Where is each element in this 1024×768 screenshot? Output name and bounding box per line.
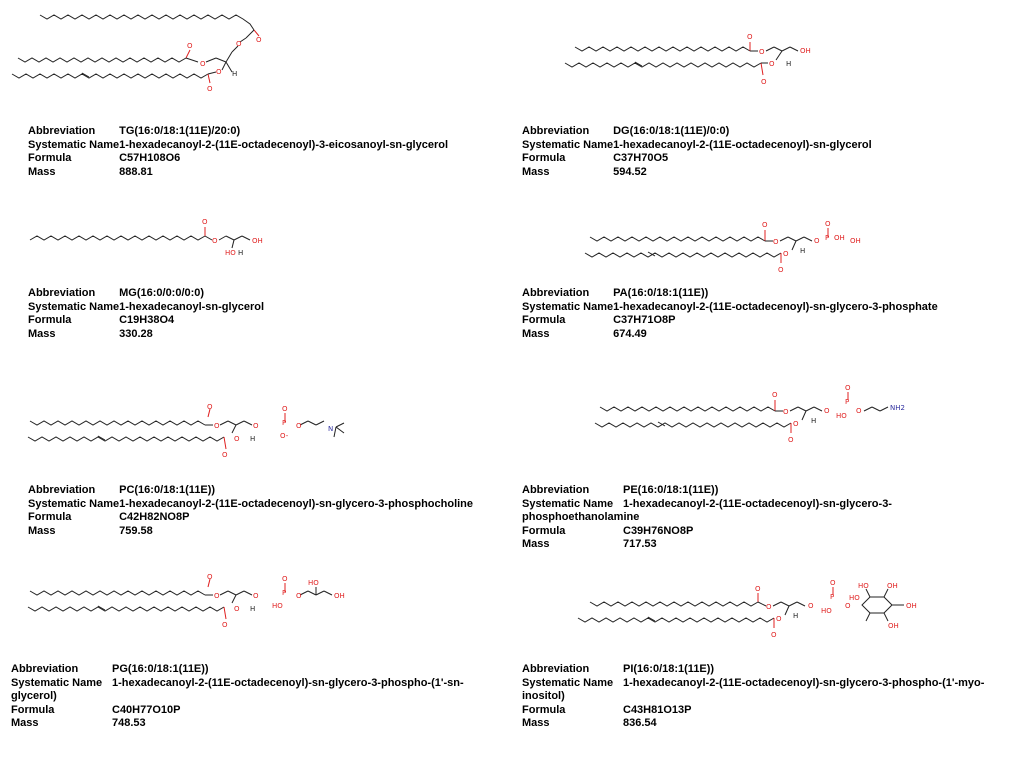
tg-structure [0,0,300,120]
pe-atom-o: O [783,408,789,416]
pg-atom-o: O [234,605,240,613]
pe-atom-p: P [845,398,850,406]
dg-structure [540,20,840,100]
pc-structure [0,395,380,465]
pa-systematic-name: 1-hexadecanoyl-2-(11E-octadecenoyl)-sn-glycero-3-phosphate [613,300,938,313]
pi-info-table [522,663,1012,731]
tg-atom-o: O [216,68,222,76]
pi-atom-ho: HO [849,594,860,602]
mg-atom-ho: HO [225,249,236,257]
label-mass: Mass [28,524,56,537]
pi-atom-o: O [845,602,851,610]
dg-systematic-name: 1-hexadecanoyl-2-(11E-octadecenoyl)-sn-glycerol [613,138,872,151]
pg-formula: C40H77O10P [112,703,181,716]
pc-atom-o: O [214,422,220,430]
pg-structure [0,565,380,635]
label-abbreviation: Abbreviation [28,484,96,496]
pg-atom-ho: HO [308,579,319,587]
tg-atom-o: O [200,60,206,68]
pc-atom-o: O [234,435,240,443]
pe-atom-o: O [788,436,794,444]
label-systematic-name: Systematic Name [28,497,120,510]
pa-atom-p: P [825,234,830,242]
pg-atom-o: O [253,592,259,600]
pg-info-table [11,663,501,731]
pe-atom-o: O [772,391,778,399]
pc-atom-o: O [222,451,228,459]
dg-info-table [522,125,872,179]
label-formula: Formula [522,152,566,164]
label-abbreviation: Abbreviation [522,484,590,496]
pi-atom-o: O [755,585,761,593]
mg-mass: 330.28 [119,327,153,340]
label-abbreviation: Abbreviation [522,287,590,299]
pa-mass: 674.49 [613,327,647,340]
pa-atom-o: O [825,220,831,228]
label-abbreviation: Abbreviation [28,287,96,299]
label-mass: Mass [522,327,550,340]
mg-info-table [28,287,264,341]
mg-atom-oh: OH [252,237,263,245]
pg-mass: 748.53 [112,717,146,729]
tg-mass: 888.81 [119,165,153,178]
pi-atom-o: O [808,602,814,610]
tg-systematic-name: 1-hexadecanoyl-2-(11E-octadecenoyl)-3-eicosanoyl-sn-glycerol [119,138,448,151]
pc-formula: C42H82NO8P [119,511,190,523]
label-mass: Mass [28,165,56,178]
pc-atom-o: O [282,405,288,413]
label-systematic-name: Systematic Name [522,138,614,151]
tg-atom-o: O [236,40,242,48]
dg-atom-o: O [759,48,765,56]
dg-atom-o: O [747,33,753,41]
pa-atom-oh: OH [834,234,845,242]
pi-mass: 836.54 [623,717,657,729]
tg-atom-o: O [207,85,213,93]
pa-atom-oh: OH [850,237,861,245]
label-mass: Mass [522,165,550,178]
mg-atom-o: O [202,218,208,226]
tg-formula: C57H108O6 [119,152,181,164]
pi-atom-ho: HO [858,582,869,590]
pi-atom-o: O [766,603,772,611]
pe-atom-ho: HO [836,412,847,420]
pg-atom-o: O [207,573,213,581]
pi-atom-ho: HO [821,607,832,615]
pa-info-table [522,287,938,341]
pg-atom-o: O [214,592,220,600]
mg-abbreviation: MG(16:0/0:0/0:0) [119,287,205,299]
label-abbreviation: Abbreviation [11,663,79,675]
pc-atom-o-minus: O- [280,432,289,440]
pe-mass: 717.53 [623,538,657,550]
pa-atom-o: O [773,238,779,246]
label-systematic-name: Systematic Name [522,676,614,689]
dg-formula: C37H70O5 [613,152,669,164]
pg-systematic-name: 1-hexadecanoyl-2-(11E-octadecenoyl)-sn-glycero-3-phospho-(1'-sn-glycerol) [11,676,464,702]
dg-abbreviation: DG(16:0/18:1(11E)/0:0) [613,125,730,137]
label-formula: Formula [522,524,566,537]
pa-atom-o: O [778,266,784,274]
pc-atom-o: O [253,422,259,430]
label-formula: Formula [28,152,72,164]
pc-mass: 759.58 [119,524,153,537]
pg-atom-o: O [282,575,288,583]
label-formula: Formula [522,703,566,716]
label-systematic-name: Systematic Name [28,300,120,313]
pg-atom-h: H [250,605,256,613]
mg-systematic-name: 1-hexadecanoyl-sn-glycerol [119,300,264,313]
pg-atom-o: O [296,592,302,600]
pe-info-table [522,484,922,552]
label-mass: Mass [522,717,550,729]
pe-formula: C39H76NO8P [623,524,694,537]
mg-atom-o: O [212,237,218,245]
pi-abbreviation: PI(16:0/18:1(11E)) [623,663,715,675]
label-abbreviation: Abbreviation [28,125,96,137]
pe-atom-o: O [824,407,830,415]
pi-atom-h: H [793,612,799,620]
label-systematic-name: Systematic Name [522,497,614,510]
pg-atom-oh: OH [334,592,345,600]
pi-atom-oh: OH [887,582,898,590]
pc-atom-o: O [296,422,302,430]
pe-atom-o: O [856,407,862,415]
label-mass: Mass [522,538,550,550]
tg-atom-o: O [187,42,193,50]
label-formula: Formula [28,511,72,523]
pe-systematic-name: 1-hexadecanoyl-2-(11E-octadecenoyl)-sn-glycero-3-phosphoethanolamine [522,497,892,523]
pi-atom-o: O [776,615,782,623]
tg-atom-h: H [232,70,238,78]
dg-mass: 594.52 [613,165,647,178]
pc-abbreviation: PC(16:0/18:1(11E)) [119,484,216,496]
dg-atom-o: O [761,78,767,86]
pi-formula: C43H81O13P [623,703,692,716]
pc-atom-p: P [282,419,287,427]
label-abbreviation: Abbreviation [522,125,590,137]
pe-atom-o: O [845,384,851,392]
label-systematic-name: Systematic Name [11,676,103,689]
tg-abbreviation: TG(16:0/18:1(11E)/20:0) [119,125,241,137]
pg-abbreviation: PG(16:0/18:1(11E)) [112,663,209,675]
pg-atom-o: O [222,621,228,629]
label-formula: Formula [522,314,566,326]
label-formula: Formula [28,314,72,326]
dg-atom-o: O [769,60,775,68]
pi-atom-o: O [771,631,777,639]
pi-atom-oh: OH [888,622,899,630]
tg-atom-o: O [256,36,262,44]
label-mass: Mass [11,717,39,729]
pe-abbreviation: PE(16:0/18:1(11E)) [623,484,719,496]
label-mass: Mass [28,327,56,340]
pa-atom-o: O [814,237,820,245]
dg-atom-h: H [786,60,792,68]
pa-structure [570,210,890,280]
pc-atom-o: O [207,403,213,411]
pi-atom-p: P [830,593,835,601]
mg-formula: C19H38O4 [119,314,175,326]
label-systematic-name: Systematic Name [28,138,120,151]
pi-systematic-name: 1-hexadecanoyl-2-(11E-octadecenoyl)-sn-glycero-3-phospho-(1'-myo-inositol) [522,676,985,702]
mg-atom-h: H [238,249,244,257]
pi-structure [570,575,950,645]
pa-atom-o: O [783,250,789,258]
pi-atom-oh: OH [906,602,917,610]
pe-atom-nh2: NH2 [890,404,905,412]
pe-structure [580,380,920,450]
pa-atom-o: O [762,221,768,229]
dg-atom-oh: OH [800,47,811,55]
pa-formula: C37H71O8P [613,314,676,326]
pg-atom-ho: HO [272,602,283,610]
pe-atom-h: H [811,417,817,425]
pc-atom-h: H [250,435,256,443]
label-systematic-name: Systematic Name [522,300,614,313]
pe-atom-o: O [793,420,799,428]
pa-abbreviation: PA(16:0/18:1(11E)) [613,287,709,299]
pc-info-table [28,484,473,538]
pc-systematic-name: 1-hexadecanoyl-2-(11E-octadecenoyl)-sn-glycero-3-phosphocholine [119,497,474,510]
pi-atom-o: O [830,579,836,587]
pa-atom-h: H [800,247,806,255]
pc-atom-n: N [328,425,334,433]
mg-structure [0,200,300,270]
label-formula: Formula [11,703,55,716]
label-abbreviation: Abbreviation [522,663,590,675]
tg-info-table [28,125,448,179]
pg-atom-p: P [282,589,287,597]
